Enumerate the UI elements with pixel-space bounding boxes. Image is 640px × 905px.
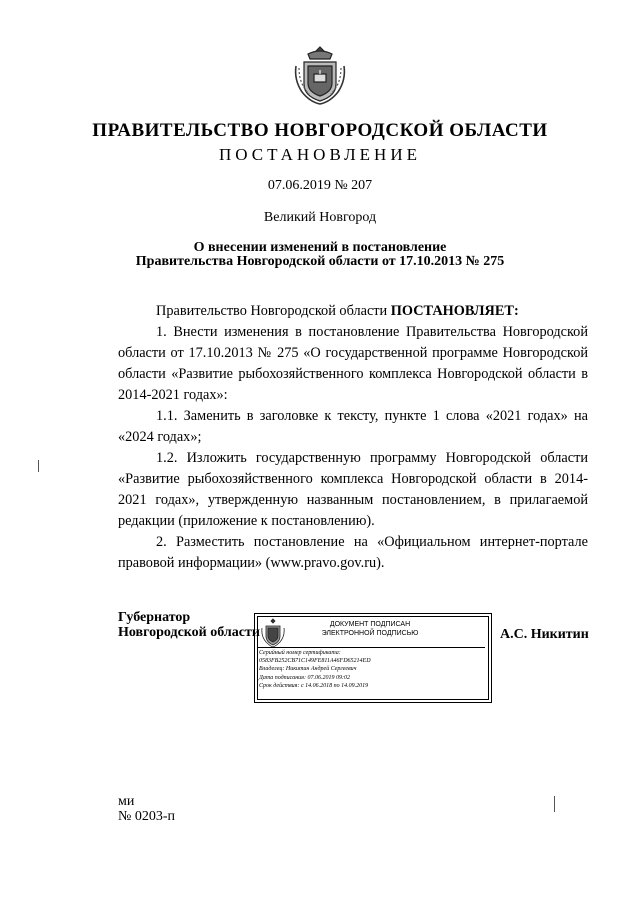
stamp-header xyxy=(295,620,445,638)
position-line-1: Губернатор xyxy=(118,610,191,625)
stamp-header-line-2: ЭЛЕКТРОННОЙ ПОДПИСЬЮ xyxy=(321,630,419,637)
cert-number: 0583FB252CB71C149FE811A46FD65214ED xyxy=(259,658,371,665)
electronic-signature-stamp xyxy=(254,613,492,703)
document-body xyxy=(118,301,588,574)
signatory-position xyxy=(118,610,260,640)
cert-label: Серийный номер сертификата: xyxy=(259,650,341,656)
government-title: ПРАВИТЕЛЬСТВО НОВГОРОДСКОЙ ОБЛАСТИ xyxy=(92,120,548,141)
stamp-details xyxy=(259,649,371,690)
intro-paragraph xyxy=(118,301,588,322)
document-type: ПОСТАНОВЛЕНИЕ xyxy=(218,145,421,164)
document-subject xyxy=(0,241,640,269)
subject-line-1: О внесении изменений в постановление xyxy=(193,240,447,255)
stamp-divider xyxy=(257,647,485,648)
coat-of-arms-icon xyxy=(292,44,348,106)
intro-keyword: ПОСТАНОВЛЯЕТ: xyxy=(390,303,519,319)
subject-line-2: Правительства Новгородской области от 17.10.2013 № 275 xyxy=(135,254,505,269)
signatory-name: А.С. Никитин xyxy=(500,627,589,642)
signing-date: Дата подписания: 07.06.2019 09:02 xyxy=(259,674,350,681)
scan-mark-right xyxy=(554,796,555,812)
document-city: Великий Новгород xyxy=(263,210,377,225)
cert-owner: Владелец: Никитин Андрей Сергеевич xyxy=(259,666,357,673)
cert-validity: Срок действия: с 14.06.2018 по 14.09.2019 xyxy=(259,682,369,689)
intro-text: Правительство Новгородской области xyxy=(156,303,391,319)
registration-code: № 0203-п xyxy=(118,809,176,824)
stamp-emblem-icon xyxy=(260,618,286,648)
item-1: 1. Внести изменения в постановление Правительства Новгородской области от 17.10.2013 № 275 «О государственной программе Новгородской области «Развитие рыбохозяйственного комплекса Новгородской области в 2014-2021 годах»: xyxy=(118,324,588,403)
stamp-header-line-1: ДОКУМЕНТ ПОДПИСАН xyxy=(329,621,411,628)
scan-mark-left xyxy=(38,460,39,472)
executor-initials: ми xyxy=(118,794,135,809)
item-1-1: 1.1. Заменить в заголовке к тексту, пункте 1 слова «2021 годах» на «2024 годах»; xyxy=(118,408,588,445)
document-date-number: 07.06.2019 № 207 xyxy=(267,178,373,193)
position-line-2: Новгородской области xyxy=(118,625,260,640)
item-2: 2. Разместить постановление на «Официальном интернет-портале правовой информации» (www.pravo.gov.ru). xyxy=(118,534,588,571)
item-1-2: 1.2. Изложить государственную программу Новгородской области «Развитие рыбохозяйственного комплекса Новгородской области в 2014-2021 годах», утвержденную названным постановлением, в прилагаемой редакции (приложение к постановлению). xyxy=(118,450,588,529)
footer-code xyxy=(118,794,175,824)
